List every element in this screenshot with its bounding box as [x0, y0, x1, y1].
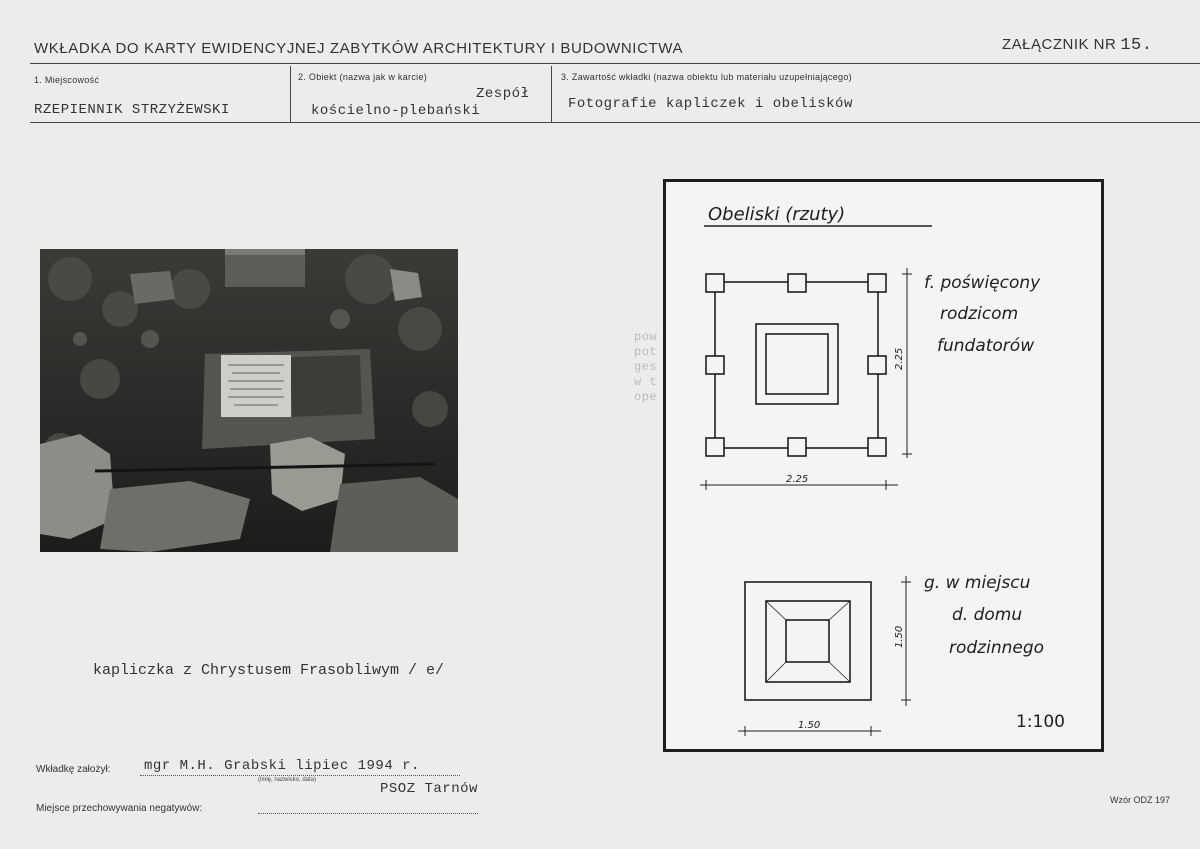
plan-g-line3: rodzinnego — [949, 638, 1045, 658]
negatives-location-line — [258, 813, 478, 814]
field-divider-2 — [551, 66, 552, 122]
plan-g-dim-horizontal: 1.50 — [798, 720, 821, 731]
plan-f-line3: fundatorów — [937, 336, 1035, 356]
plan-f-line2: rodzicom — [940, 304, 1019, 324]
bleed-through-text: pow pot ges w t ope — [634, 330, 658, 404]
drawing-scale: 1:100 — [1016, 712, 1065, 732]
object-value-line1: Zespół — [476, 86, 530, 102]
photo-caption: kapliczka z Chrystusem Frasobliwym / e/ — [93, 662, 445, 679]
content-label: 3. Zawartość wkładki (nazwa obiektu lub materiału uzupełniającego) — [561, 72, 852, 82]
annex-label — [1002, 36, 1152, 55]
institution-name: PSOZ Tarnów — [380, 781, 478, 797]
obelisk-plan-drawing — [663, 179, 1104, 752]
plan-f-line1: f. poświęcony — [924, 273, 1041, 293]
chapel-photo-image — [40, 249, 458, 552]
locality-label: 1. Miejscowość — [34, 75, 100, 85]
content-value: Fotografie kapliczek i obelisków — [568, 96, 853, 112]
plan-g-line1: g. w miejscu — [924, 573, 1031, 593]
obelisk-plans — [666, 182, 1101, 749]
negatives-location-label: Miejsce przechowywania negatywów: — [36, 803, 203, 814]
locality-value: RZEPIENNIK STRZYŻEWSKI — [34, 102, 230, 118]
plan-f-dim-vertical: 2.25 — [894, 347, 905, 370]
object-value-line2: kościelno-plebański — [311, 103, 481, 119]
prepared-by-line — [140, 775, 460, 776]
annex-number: 15. — [1120, 36, 1153, 55]
prepared-by-label: Wkładkę założył: — [36, 764, 111, 775]
plan-f-dim-horizontal: 2.25 — [786, 474, 809, 485]
prepared-by-hint: (imię, nazwisko, data) — [258, 777, 317, 783]
field-divider-1 — [290, 66, 291, 122]
header-rule-bottom — [30, 122, 1200, 123]
prepared-by-value: mgr M.H. Grabski lipiec 1994 r. — [144, 758, 420, 774]
annex-label-text: ZAŁĄCZNIK NR — [1002, 36, 1117, 53]
object-label: 2. Obiekt (nazwa jak w karcie) — [298, 72, 428, 82]
form-code: Wzór ODZ 197 — [1110, 795, 1171, 805]
drawing-title: Obeliski (rzuty) — [708, 204, 846, 225]
plan-g-line2: d. domu — [952, 605, 1023, 625]
sheet-title: WKŁADKA DO KARTY EWIDENCYJNEJ ZABYTKÓW ARCHITEKTURY I BUDOWNICTWA — [34, 40, 684, 57]
chapel-photo — [40, 249, 458, 552]
header-rule-top — [30, 63, 1200, 64]
plan-g-dim-vertical: 1.50 — [894, 625, 905, 648]
